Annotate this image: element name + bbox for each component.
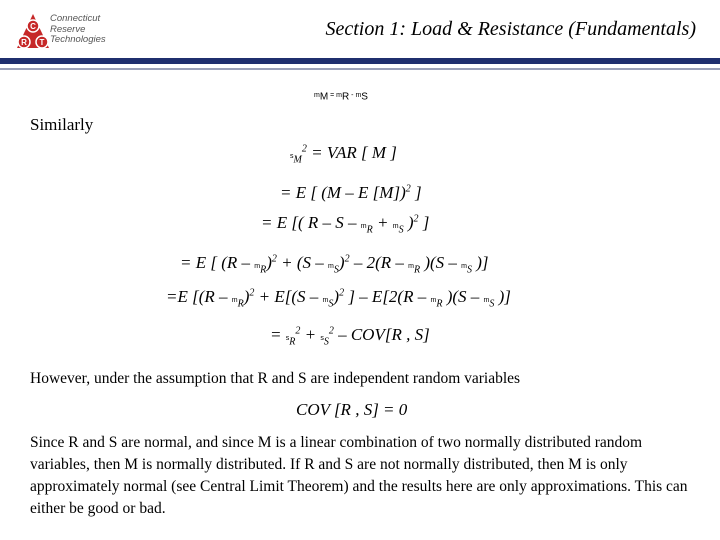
logo-line-2: Reserve — [50, 23, 86, 35]
svg-text:R: R — [21, 38, 27, 47]
equation-variance-step-2: = E [( $R - S - m_R + m_S$ )$^2$ ] — [261, 213, 430, 236]
company-logo — [16, 12, 136, 56]
equation-variance-step-4: =E [$(R - m_R)^2 + E[(S - m_S)^2$ ] – $E[2(R - m_R$ )($S - m_S$ )] — [166, 287, 511, 310]
equation-variance-step-3: = E [ $(R - m_R)^2 + (S - m_S)^2 - 2(R - m_R$ )($S - m_S$ )] — [180, 253, 489, 276]
logo-line-3: Technologies — [50, 34, 106, 45]
independence-statement: However, under the assumption that R and S are independent random variables — [30, 370, 521, 387]
svg-text:T: T — [39, 38, 45, 47]
header-rule-thin — [0, 68, 720, 70]
svg-text:C: C — [30, 22, 36, 31]
conclusion-paragraph: Since R and S are normal, and since M is a linear combination of two normally distributed random variables, then M is normally distributed. If R and S are not normally distributed, then M is only approximately normal (see Central Limit Theorem) and the results here are only approximations. This can either be good or bad. — [30, 434, 688, 517]
equation-variance-step-1: = E [ (M – E [M])$^2$ ] — [280, 183, 422, 202]
header-rule-thick — [0, 58, 720, 64]
equation-variance-definition: $s_M^2$ = VAR [ M ] — [290, 143, 397, 166]
logo-line-1: Connecticut — [50, 13, 101, 24]
logo-triangle-icon — [16, 12, 50, 52]
slide-title: Section 1: Load & Resistance (Fundamentals) — [325, 18, 696, 40]
covariance-zero: COV [R , S] = 0 — [296, 400, 408, 419]
logo-text — [50, 14, 106, 46]
equation-variance-result: = $s_R^2 + s_S^2 - COV[R$ , S] — [270, 325, 430, 348]
similarly-label: Similarly — [30, 115, 94, 134]
equation-margin-mean: $m_M = m_R - m_S$ — [314, 91, 368, 103]
